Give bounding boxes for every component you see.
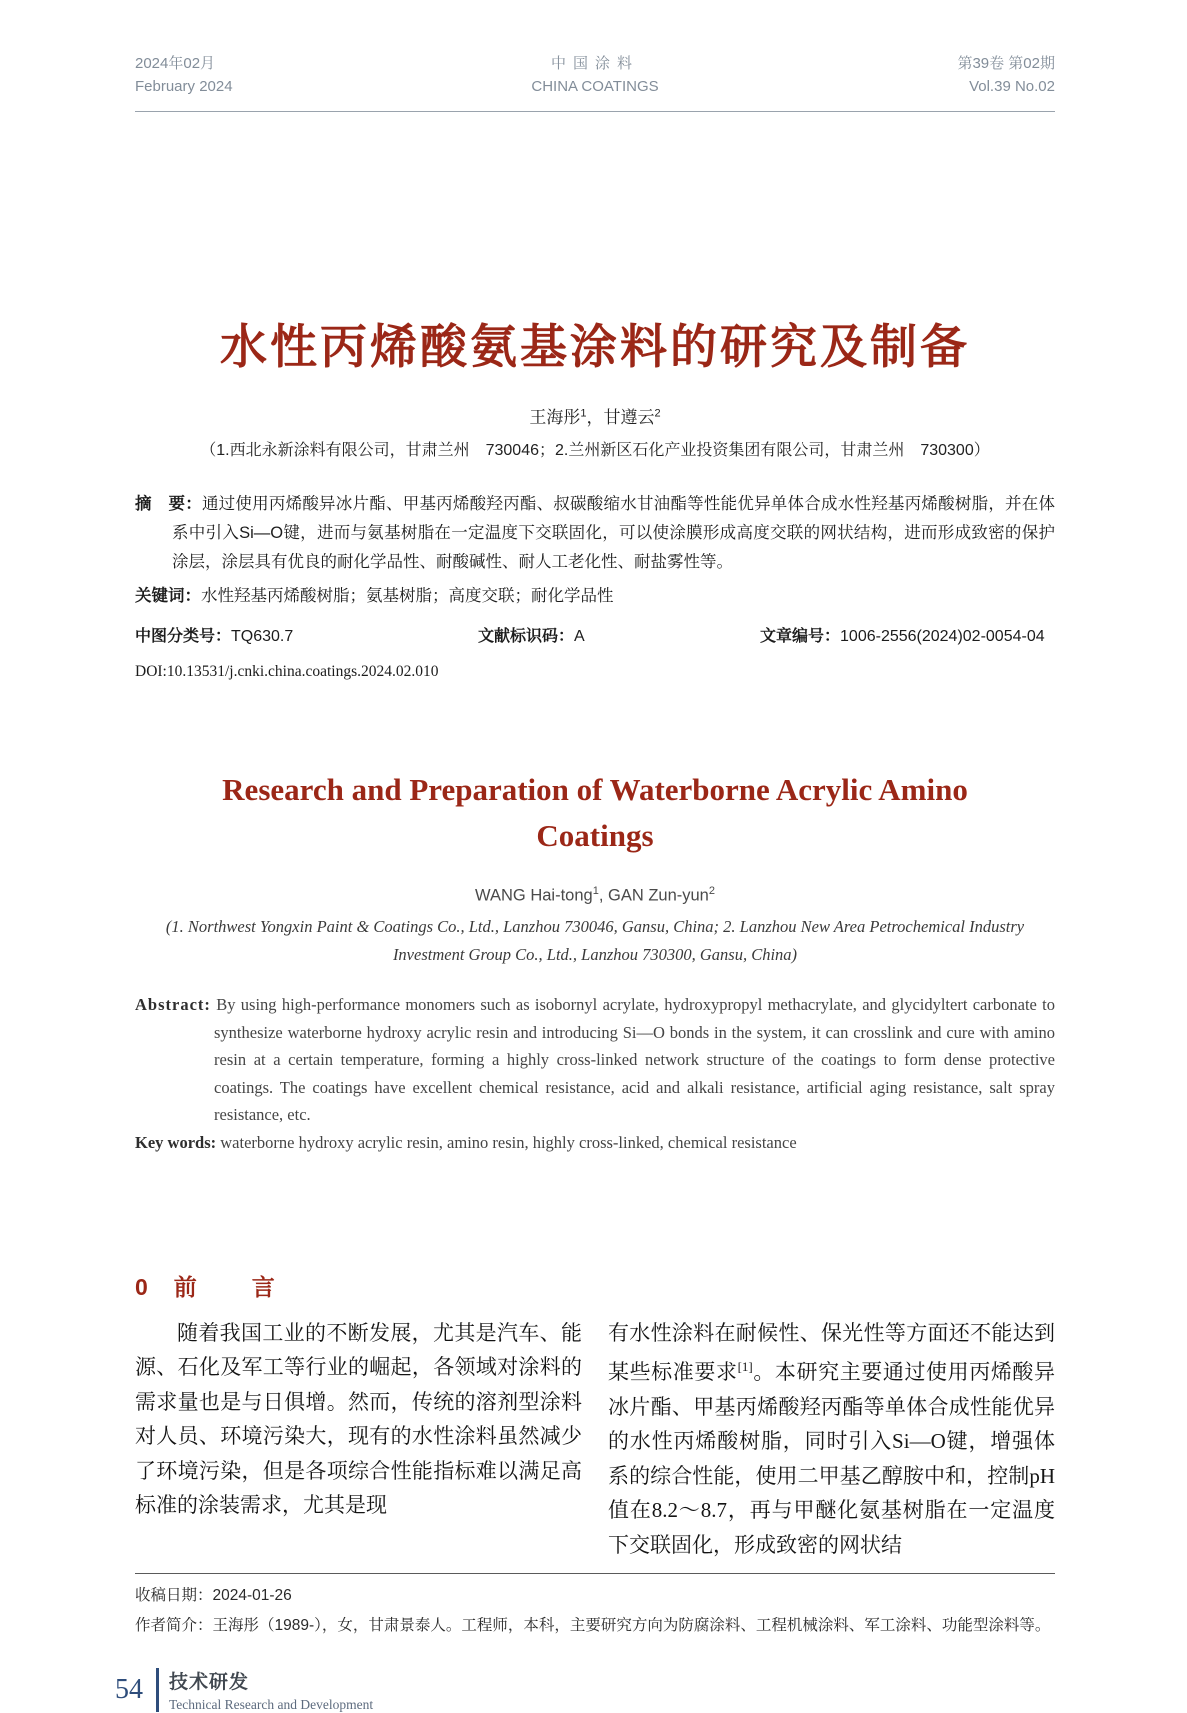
- received-date-label: 收稿日期：: [135, 1586, 213, 1604]
- author-bio-label: 作者简介：: [135, 1616, 213, 1634]
- authors-cn: [135, 403, 1055, 428]
- author-2-en-sup: 2: [708, 884, 715, 897]
- body-columns: [135, 1316, 1055, 1563]
- affiliation-en: (1. Northwest Yongxin Paint & Coatings Co., Ltd., Lanzhou 730046, Gansu, China; 2. Lanzhou New Area Petrochemical Industry Investment Group Co., Ltd., Lanzhou 730300, Gansu, China): [165, 917, 1025, 964]
- author-bio-value: 王海彤（1989-），女，甘肃景泰人。工程师，本科，主要研究方向为防腐涂料、工程机械涂料、军工涂料、功能型涂料等。: [212, 1616, 1051, 1634]
- keywords-cn: [135, 582, 1055, 606]
- received-date-value: 2024-01-26: [212, 1586, 292, 1604]
- article-title-en: [135, 767, 1055, 859]
- footer-section-cn: 技术研发: [169, 1671, 250, 1693]
- document-code-value: A: [574, 627, 585, 645]
- header-journal-name: [531, 52, 658, 99]
- abstract-cn: [135, 490, 1055, 577]
- footnote: [135, 1581, 1055, 1641]
- author-separator-en: ,: [598, 886, 608, 904]
- body-column-left: [135, 1316, 582, 1563]
- author-separator: ，: [586, 407, 604, 427]
- clc-value: TQ630.7: [231, 627, 294, 645]
- citation-ref-1: [1]: [737, 1359, 753, 1375]
- abstract-en: [135, 991, 1055, 1129]
- header-date-en: February 2024: [135, 78, 233, 96]
- article-title-cn: 水性丙烯酸氨基涂料的研究及制备: [220, 319, 970, 373]
- footnote-divider: [135, 1573, 1055, 1574]
- author-2-en: GAN Zun-yun: [607, 886, 709, 904]
- header-issue-en: Vol.39 No.02: [969, 78, 1055, 96]
- header-divider: [135, 111, 1055, 112]
- footer-vertical-bar: [156, 1668, 159, 1712]
- body-right-after-ref: 。本研究主要通过使用丙烯酸异冰片酯、甲基丙烯酸羟丙酯等单体合成性能优异的水性丙烯酸树脂，同时引入Si—O键，增强体系的综合性能，使用二甲基乙醇胺中和，控制pH值在8.2～8.7，再与甲醚化氨基树脂在一定温度下交联固化，形成致密的网状结: [608, 1360, 1056, 1558]
- header-issue-cn: 第39卷 第02期: [957, 55, 1055, 72]
- body-right-before-ref: 有水性涂料在耐候性、保光性等方面还不能达到某些标准要求: [608, 1320, 1055, 1385]
- doi: DOI:10.13531/j.cnki.china.coatings.2024.02.010: [135, 662, 439, 680]
- author-2-cn: 甘遵云: [603, 407, 655, 427]
- footer-section-en: Technical Research and Development: [169, 1696, 374, 1712]
- document-code-label: 文献标识码：: [478, 627, 575, 645]
- article-title-en-line1: Research and Preparation of Waterborne Acrylic Amino: [222, 771, 968, 807]
- article-id-value: 1006-2556(2024)02-0054-04: [840, 627, 1045, 645]
- article-id-label: 文章编号：: [760, 627, 841, 645]
- page-footer: [115, 1667, 1055, 1713]
- clc-number: [135, 623, 478, 646]
- authors-en: [135, 885, 1055, 906]
- header-issue: [957, 52, 1055, 99]
- page-number: 54: [115, 1673, 143, 1705]
- author-1-affil-sup: 1: [580, 406, 587, 419]
- header-journal-cn: 中国涂料: [550, 55, 639, 72]
- clc-label: 中图分类号：: [135, 627, 232, 645]
- author-1-en-sup: 1: [592, 884, 599, 897]
- keywords-en-label: Key words:: [135, 1132, 217, 1152]
- body-column-right: [608, 1316, 1055, 1563]
- abstract-cn-label: 摘 要：: [135, 494, 202, 513]
- author-2-affil-sup: 2: [654, 406, 661, 419]
- abstract-en-text: By using high-performance monomers such as isobornyl acrylate, hydroxypropyl methacrylate, and glycidyltert carbonate to synthesize waterborne hydroxy acrylic resin and introducing Si—O bonds in the system, it can crosslink and cure with amino resin at a certain temperature, forming a highly cross-linked network structure of the coatings to form dense protective coatings. The coatings have excellent chemical resistance, acid and alkali resistance, artificial aging resistance, salt spray resistance, etc.: [214, 995, 1055, 1124]
- section-title: 前 言: [173, 1273, 291, 1300]
- footer-section: [169, 1667, 373, 1713]
- header-date: [135, 52, 233, 99]
- body-paragraph-right: [608, 1316, 1055, 1563]
- journal-header: [135, 52, 1055, 99]
- section-heading: [135, 1269, 1055, 1302]
- body-paragraph-left: 随着我国工业的不断发展，尤其是汽车、能源、石化及军工等行业的崛起，各领域对涂料的需求量也是与日俱增。然而，传统的溶剂型涂料对人员、环境污染大，现有的水性涂料虽然减少了环境污染，但是各项综合性能指标难以满足高标准的涂装需求，尤其是现: [135, 1320, 582, 1518]
- affiliation-cn: （1.西北永新涂料有限公司，甘肃兰州 730046；2.兰州新区石化产业投资集团有限公司，甘肃兰州 730300）: [200, 441, 990, 459]
- header-journal-en: CHINA COATINGS: [531, 78, 659, 96]
- author-1-en: WANG Hai-tong: [475, 886, 593, 904]
- keywords-en-text: waterborne hydroxy acrylic resin, amino resin, highly cross-linked, chemical resistance: [220, 1132, 797, 1152]
- received-date: [135, 1581, 1055, 1611]
- abstract-cn-text: 通过使用丙烯酸异冰片酯、甲基丙烯酸羟丙酯、叔碳酸缩水甘油酯等性能优异单体合成水性羟基丙烯酸树脂，并在体系中引入Si—O键，进而与氨基树脂在一定温度下交联固化，可以使涂膜形成高度交联的网状结构，进而形成致密的保护涂层，涂层具有优良的耐化学品性、耐酸碱性、耐人工老化性、耐盐雾性等。: [172, 494, 1056, 571]
- keywords-cn-label: 关键词：: [135, 586, 201, 605]
- author-1-cn: 王海彤: [529, 407, 581, 427]
- article-title-en-line2: Coatings: [536, 817, 654, 853]
- section-number: 0: [135, 1273, 148, 1300]
- article-id: [760, 623, 1055, 646]
- header-date-cn: 2024年02月: [135, 55, 216, 72]
- meta-row: [135, 623, 1055, 646]
- keywords-cn-text: 水性羟基丙烯酸树脂；氨基树脂；高度交联；耐化学品性: [201, 586, 614, 605]
- author-bio: [135, 1611, 1055, 1641]
- keywords-en: [135, 1133, 1055, 1153]
- abstract-en-label: Abstract:: [135, 995, 211, 1014]
- document-code: [478, 623, 760, 646]
